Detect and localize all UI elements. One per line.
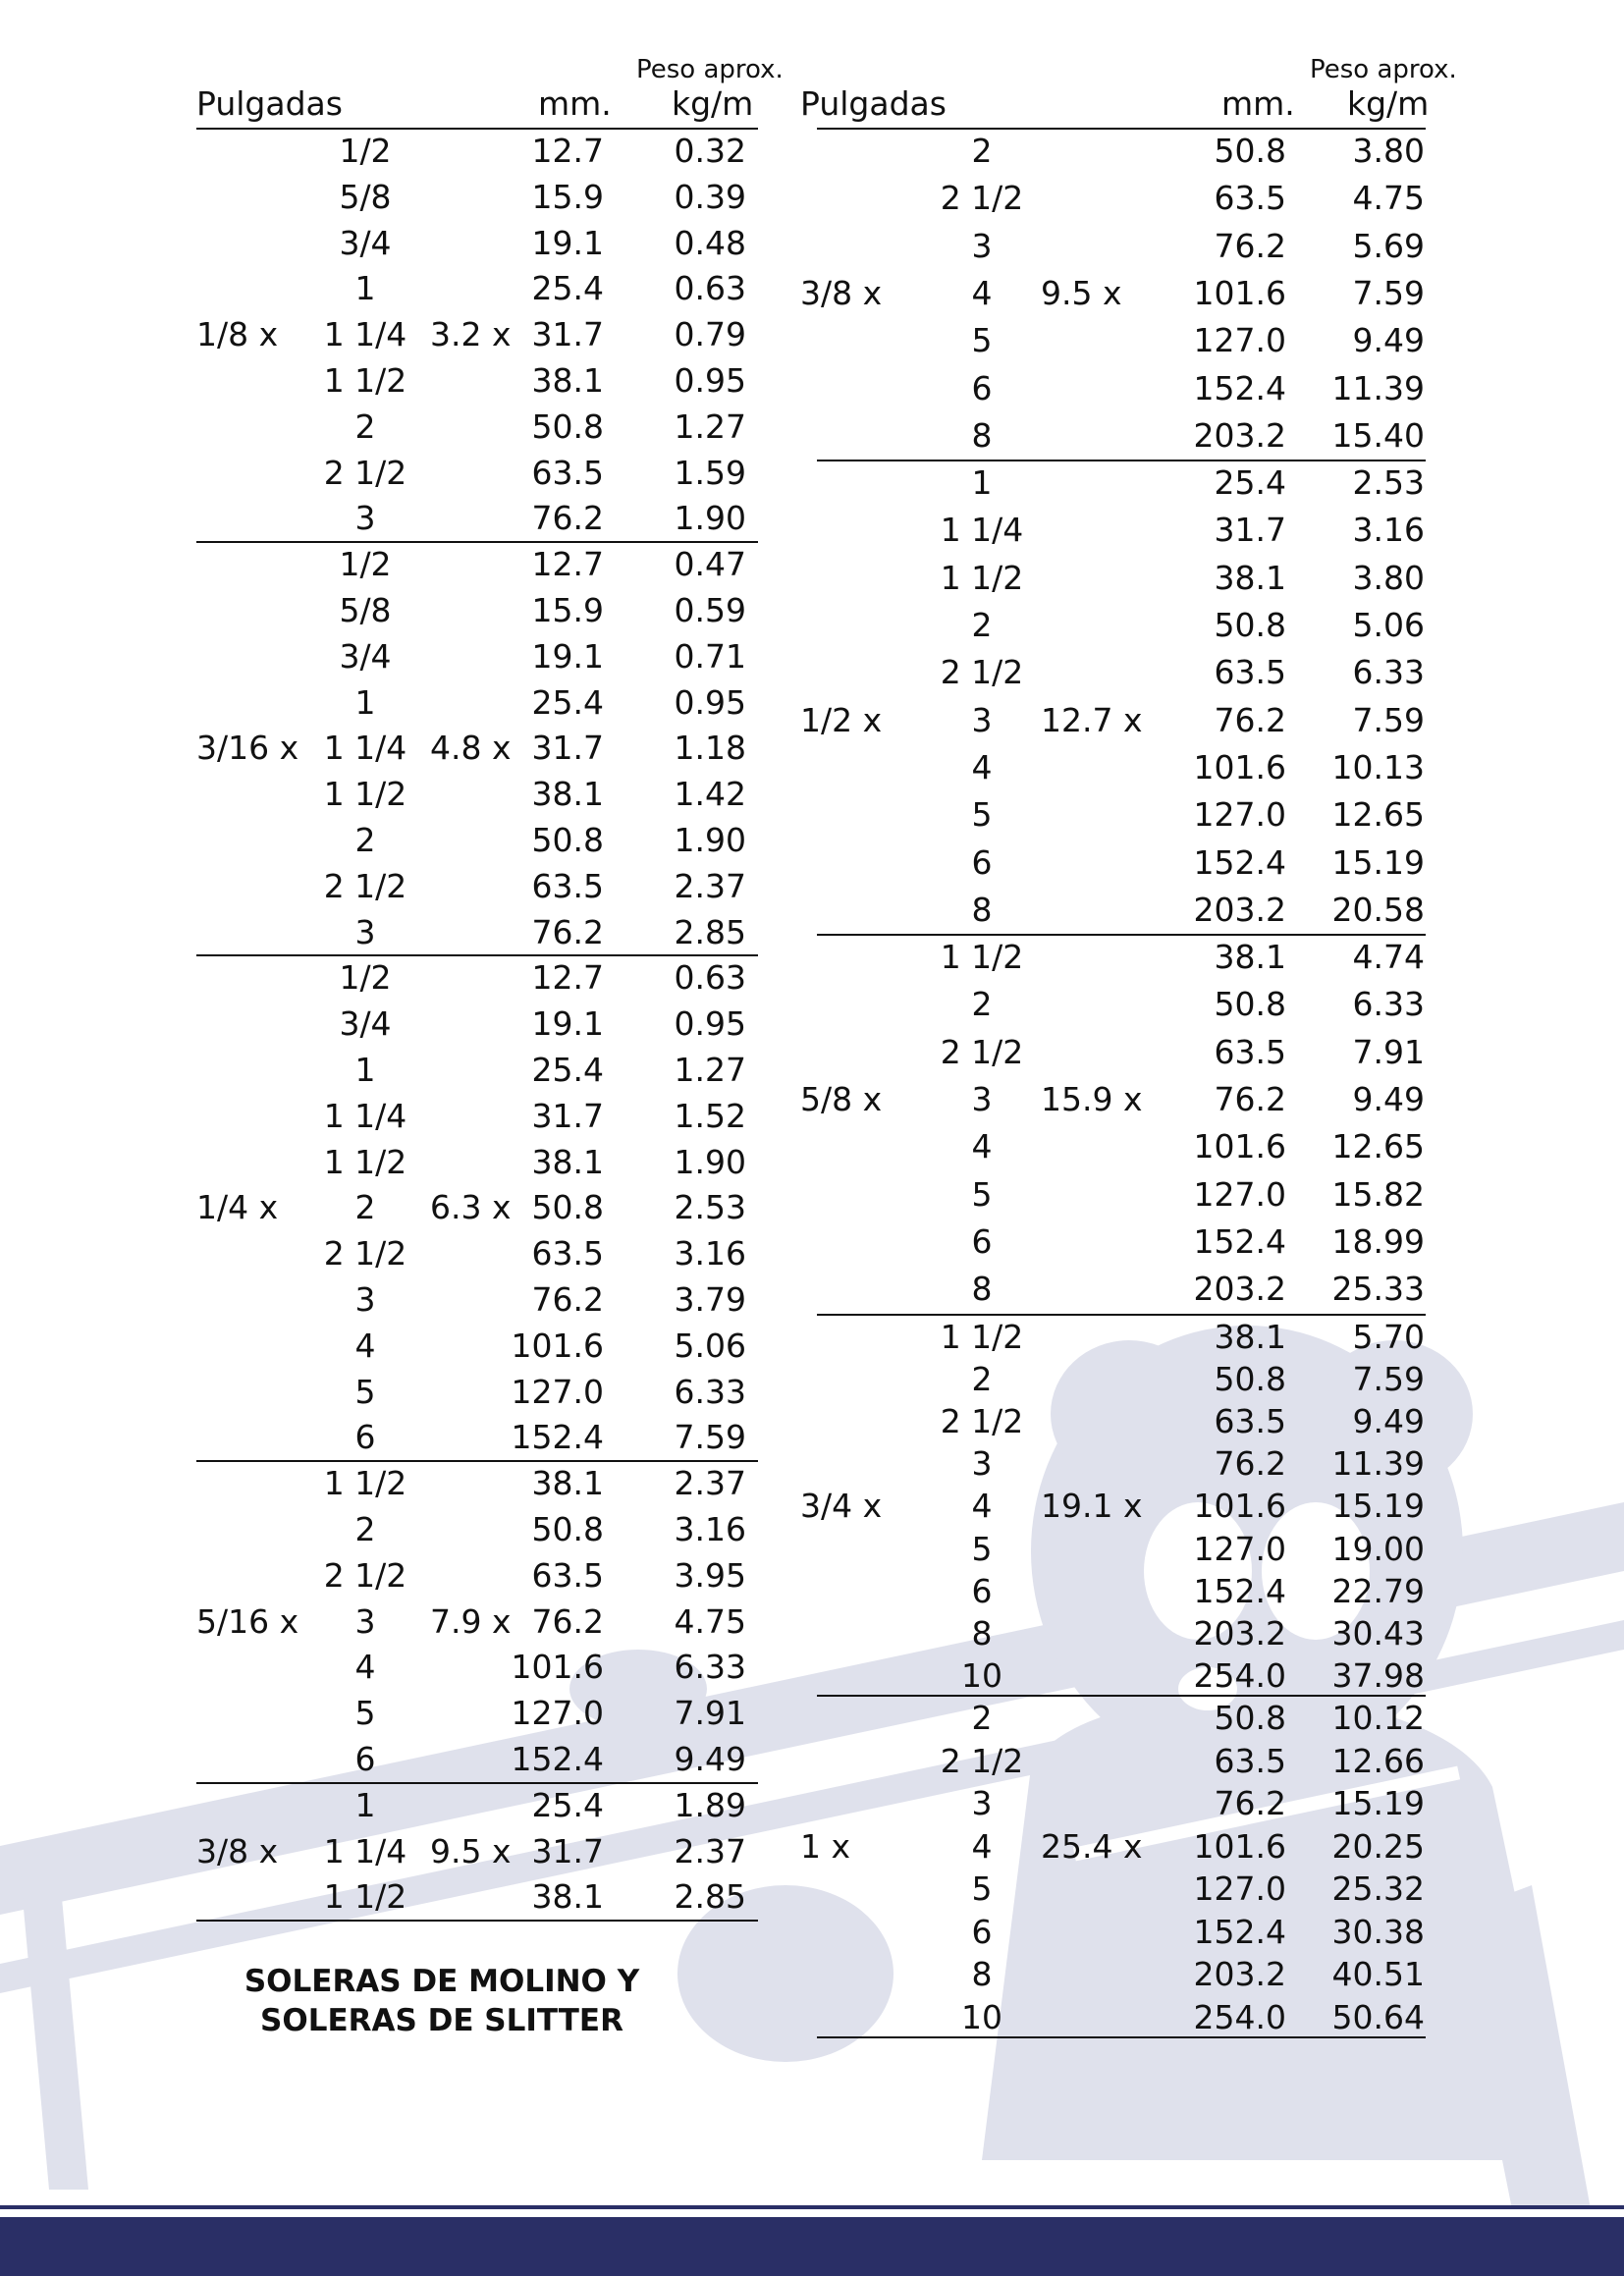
thickness-mm-label: 19.1 x: [1041, 1487, 1143, 1526]
width-mm-cell: 152.4: [1193, 368, 1286, 407]
weight-kgm-cell: 5.06: [674, 1326, 746, 1365]
weight-kgm-cell: 1.27: [674, 406, 746, 446]
width-mm-cell: 38.1: [1214, 938, 1286, 977]
width-mm-cell: 50.8: [1214, 1359, 1286, 1398]
weight-kgm-cell: 15.19: [1331, 1487, 1425, 1526]
width-mm-cell: 38.1: [1214, 1317, 1286, 1356]
width-mm-cell: 152.4: [511, 1740, 604, 1778]
width-in-cell: 3: [354, 912, 376, 951]
width-mm-cell: 76.2: [1214, 700, 1286, 739]
right-group-rule: [817, 1695, 1426, 1697]
width-mm-cell: 50.8: [1214, 985, 1286, 1024]
weight-kgm-cell: 15.40: [1331, 415, 1425, 455]
table-caption: [187, 1962, 697, 2040]
left-header-peso: Peso aprox.: [636, 55, 784, 84]
width-mm-cell: 203.2: [1193, 415, 1286, 455]
width-mm-cell: 203.2: [1193, 1955, 1286, 1994]
width-mm-cell: 31.7: [531, 729, 604, 768]
weight-kgm-cell: 7.59: [1352, 273, 1425, 312]
width-mm-cell: 12.7: [531, 545, 604, 584]
width-mm-cell: 19.1: [531, 223, 604, 262]
width-in-cell: 2: [971, 132, 993, 170]
weight-kgm-cell: 3.16: [1352, 511, 1425, 550]
width-in-cell: 4: [971, 1487, 993, 1526]
weight-kgm-cell: 7.91: [674, 1694, 746, 1733]
thickness-in-label: 5/16 x: [196, 1601, 299, 1641]
width-in-cell: 5: [971, 1870, 993, 1909]
width-mm-cell: 12.7: [531, 132, 604, 170]
width-mm-cell: 127.0: [1193, 1870, 1286, 1909]
weight-kgm-cell: 0.79: [674, 315, 746, 354]
width-in-cell: 3: [354, 1601, 376, 1641]
weight-kgm-cell: 22.79: [1331, 1571, 1425, 1610]
width-in-cell: 2 1/2: [940, 653, 1024, 692]
weight-kgm-cell: 2.53: [1352, 463, 1425, 503]
weight-kgm-cell: 6.33: [1352, 985, 1425, 1024]
width-in-cell: 1 1/4: [323, 315, 407, 354]
weight-kgm-cell: 7.59: [674, 1418, 746, 1457]
width-mm-cell: 254.0: [1193, 1997, 1286, 2036]
width-in-cell: 2 1/2: [940, 1032, 1024, 1071]
right-header-peso: Peso aprox.: [1310, 55, 1457, 84]
right-group-rule: [817, 934, 1426, 936]
weight-kgm-cell: 1.90: [674, 821, 746, 859]
width-in-cell: 2: [354, 1510, 376, 1548]
caption-line-2: SOLERAS DE SLITTER: [260, 2003, 623, 2038]
right-header-pulgadas: Pulgadas: [800, 84, 947, 123]
width-in-cell: 1: [354, 1051, 376, 1089]
width-in-cell: 5: [971, 321, 993, 360]
width-mm-cell: 203.2: [1193, 1270, 1286, 1309]
width-mm-cell: 101.6: [1193, 273, 1286, 312]
weight-kgm-cell: 0.63: [674, 958, 746, 998]
weight-kgm-cell: 2.37: [674, 866, 746, 905]
width-in-cell: 1/2: [339, 958, 392, 998]
width-mm-cell: 152.4: [1193, 1912, 1286, 1951]
width-mm-cell: 38.1: [531, 775, 604, 814]
weight-kgm-cell: 18.99: [1331, 1221, 1425, 1261]
width-in-cell: 4: [354, 1326, 376, 1365]
width-in-cell: 2 1/2: [323, 1555, 407, 1595]
width-mm-cell: 31.7: [531, 1096, 604, 1135]
right-header-rule: [817, 128, 1426, 130]
width-in-cell: 2: [971, 606, 993, 644]
thickness-in-label: 3/16 x: [196, 729, 299, 768]
width-mm-cell: 76.2: [531, 912, 604, 951]
weight-kgm-cell: 5.06: [1352, 606, 1425, 644]
width-mm-cell: 76.2: [531, 1280, 604, 1319]
width-in-cell: 5: [971, 1529, 993, 1568]
weight-kgm-cell: 1.42: [674, 775, 746, 814]
weight-kgm-cell: 0.95: [674, 682, 746, 722]
width-in-cell: 4: [971, 1127, 993, 1166]
weight-kgm-cell: 6.33: [1352, 653, 1425, 692]
thickness-mm-label: 9.5 x: [1041, 273, 1122, 312]
width-mm-cell: 76.2: [1214, 226, 1286, 265]
width-in-cell: 4: [354, 1648, 376, 1687]
thickness-in-label: 5/8 x: [800, 1080, 883, 1118]
width-in-cell: 1: [354, 1785, 376, 1824]
width-in-cell: 2 1/2: [323, 1234, 407, 1273]
right-header-kgm: kg/m: [1347, 84, 1430, 123]
weight-kgm-cell: 6.33: [674, 1648, 746, 1687]
width-mm-cell: 254.0: [1193, 1656, 1286, 1696]
weight-kgm-cell: 0.47: [674, 545, 746, 584]
width-in-cell: 10: [961, 1997, 1002, 2036]
weight-kgm-cell: 4.75: [674, 1601, 746, 1641]
width-in-cell: 3: [354, 1280, 376, 1319]
weight-kgm-cell: 6.33: [674, 1372, 746, 1411]
width-in-cell: 6: [971, 1912, 993, 1951]
weight-kgm-cell: 3.95: [674, 1555, 746, 1595]
width-mm-cell: 203.2: [1193, 890, 1286, 929]
width-mm-cell: 101.6: [511, 1648, 604, 1687]
width-mm-cell: 152.4: [1193, 1221, 1286, 1261]
width-mm-cell: 127.0: [1193, 1174, 1286, 1214]
width-mm-cell: 63.5: [531, 1555, 604, 1595]
thickness-in-label: 3/8 x: [800, 273, 883, 312]
weight-kgm-cell: 1.90: [674, 499, 746, 538]
thickness-mm-label: 6.3 x: [430, 1188, 512, 1227]
width-in-cell: 3: [354, 499, 376, 538]
thickness-in-label: 1/4 x: [196, 1188, 279, 1227]
width-in-cell: 8: [971, 415, 993, 455]
weight-kgm-cell: 9.49: [1352, 1401, 1425, 1440]
width-in-cell: 5: [354, 1372, 376, 1411]
weight-kgm-cell: 0.59: [674, 591, 746, 629]
weight-kgm-cell: 30.43: [1331, 1613, 1425, 1653]
width-mm-cell: 31.7: [531, 1831, 604, 1870]
width-mm-cell: 38.1: [531, 1877, 604, 1917]
width-in-cell: 1 1/4: [323, 1096, 407, 1135]
width-mm-cell: 63.5: [1214, 179, 1286, 218]
weight-kgm-cell: 3.16: [674, 1234, 746, 1273]
width-in-cell: 8: [971, 1613, 993, 1653]
width-in-cell: 1 1/2: [323, 1877, 407, 1917]
thickness-in-label: 1/8 x: [196, 315, 279, 354]
width-in-cell: 2: [971, 985, 993, 1024]
weight-kgm-cell: 5.69: [1352, 226, 1425, 265]
width-mm-cell: 25.4: [531, 682, 604, 722]
weight-kgm-cell: 2.37: [674, 1831, 746, 1870]
width-in-cell: 6: [354, 1740, 376, 1778]
weight-kgm-cell: 9.49: [1352, 1080, 1425, 1118]
weight-kgm-cell: 4.75: [1352, 179, 1425, 218]
weight-kgm-cell: 3.80: [1352, 132, 1425, 170]
width-mm-cell: 50.8: [531, 1510, 604, 1548]
width-in-cell: 2 1/2: [323, 866, 407, 905]
weight-kgm-cell: 0.48: [674, 223, 746, 262]
width-mm-cell: 12.7: [531, 958, 604, 998]
weight-kgm-cell: 12.65: [1331, 795, 1425, 835]
width-mm-cell: 25.4: [531, 1785, 604, 1824]
footer-band: [0, 2217, 1624, 2276]
width-mm-cell: 101.6: [1193, 1127, 1286, 1166]
width-mm-cell: 50.8: [1214, 606, 1286, 644]
thickness-in-label: 3/4 x: [800, 1487, 883, 1526]
weight-kgm-cell: 1.89: [674, 1785, 746, 1824]
width-in-cell: 5/8: [339, 591, 392, 629]
thickness-mm-label: 9.5 x: [430, 1831, 512, 1870]
weight-kgm-cell: 2.85: [674, 912, 746, 951]
width-mm-cell: 19.1: [531, 1004, 604, 1044]
width-mm-cell: 15.9: [531, 591, 604, 629]
weight-kgm-cell: 10.13: [1331, 747, 1425, 786]
weight-kgm-cell: 15.82: [1331, 1174, 1425, 1214]
width-mm-cell: 76.2: [531, 499, 604, 538]
weight-kgm-cell: 4.74: [1352, 938, 1425, 977]
width-in-cell: 6: [971, 1221, 993, 1261]
width-mm-cell: 31.7: [531, 315, 604, 354]
width-in-cell: 2: [354, 821, 376, 859]
footer-rule: [0, 2205, 1624, 2209]
width-in-cell: 4: [971, 747, 993, 786]
width-in-cell: 1/2: [339, 132, 392, 170]
weight-kgm-cell: 7.59: [1352, 1359, 1425, 1398]
width-mm-cell: 15.9: [531, 177, 604, 216]
weight-kgm-cell: 1.59: [674, 453, 746, 492]
weight-kgm-cell: 0.71: [674, 636, 746, 676]
width-mm-cell: 101.6: [1193, 1826, 1286, 1866]
weight-kgm-cell: 20.25: [1331, 1826, 1425, 1866]
weight-kgm-cell: 1.27: [674, 1051, 746, 1089]
thickness-mm-label: 4.8 x: [430, 729, 512, 768]
weight-kgm-cell: 2.85: [674, 1877, 746, 1917]
width-in-cell: 1: [971, 463, 993, 503]
width-mm-cell: 76.2: [531, 1601, 604, 1641]
width-mm-cell: 19.1: [531, 636, 604, 676]
weight-kgm-cell: 2.37: [674, 1464, 746, 1503]
weight-kgm-cell: 15.19: [1331, 1784, 1425, 1823]
weight-kgm-cell: 15.19: [1331, 842, 1425, 882]
width-in-cell: 8: [971, 890, 993, 929]
width-mm-cell: 63.5: [531, 1234, 604, 1273]
weight-kgm-cell: 40.51: [1331, 1955, 1425, 1994]
width-in-cell: 1 1/2: [323, 361, 407, 400]
width-in-cell: 2 1/2: [940, 179, 1024, 218]
width-mm-cell: 31.7: [1214, 511, 1286, 550]
width-in-cell: 3: [971, 226, 993, 265]
width-in-cell: 6: [971, 368, 993, 407]
width-mm-cell: 38.1: [1214, 558, 1286, 597]
weight-kgm-cell: 0.95: [674, 1004, 746, 1044]
width-in-cell: 1 1/4: [940, 511, 1024, 550]
weight-kgm-cell: 9.49: [674, 1740, 746, 1778]
width-in-cell: 4: [971, 273, 993, 312]
width-in-cell: 10: [961, 1656, 1002, 1696]
width-in-cell: 1 1/2: [323, 1142, 407, 1181]
width-in-cell: 1 1/2: [940, 1317, 1024, 1356]
width-in-cell: 5: [971, 795, 993, 835]
thickness-mm-label: 12.7 x: [1041, 700, 1143, 739]
width-mm-cell: 38.1: [531, 1142, 604, 1181]
weight-kgm-cell: 10.12: [1331, 1699, 1425, 1738]
width-in-cell: 1: [354, 269, 376, 308]
width-in-cell: 2 1/2: [323, 453, 407, 492]
weight-kgm-cell: 19.00: [1331, 1529, 1425, 1568]
width-mm-cell: 25.4: [1214, 463, 1286, 503]
thickness-in-label: 1 x: [800, 1826, 851, 1866]
width-in-cell: 1/2: [339, 545, 392, 584]
width-in-cell: 5: [971, 1174, 993, 1214]
width-mm-cell: 152.4: [511, 1418, 604, 1457]
width-in-cell: 3: [971, 1784, 993, 1823]
thickness-mm-label: 7.9 x: [430, 1601, 512, 1641]
width-in-cell: 2: [354, 406, 376, 446]
weight-kgm-cell: 3.16: [674, 1510, 746, 1548]
weight-kgm-cell: 0.63: [674, 269, 746, 308]
width-in-cell: 1 1/2: [323, 775, 407, 814]
width-in-cell: 5: [354, 1694, 376, 1733]
weight-kgm-cell: 1.90: [674, 1142, 746, 1181]
width-in-cell: 2 1/2: [940, 1401, 1024, 1440]
width-in-cell: 3: [971, 1080, 993, 1118]
weight-kgm-cell: 25.32: [1331, 1870, 1425, 1909]
width-mm-cell: 101.6: [1193, 747, 1286, 786]
weight-kgm-cell: 0.95: [674, 361, 746, 400]
weight-kgm-cell: 3.79: [674, 1280, 746, 1319]
width-mm-cell: 101.6: [1193, 1487, 1286, 1526]
width-in-cell: 1 1/2: [940, 938, 1024, 977]
width-mm-cell: 63.5: [1214, 1401, 1286, 1440]
width-in-cell: 1 1/2: [940, 558, 1024, 597]
width-in-cell: 1 1/4: [323, 1831, 407, 1870]
weight-kgm-cell: 2.53: [674, 1188, 746, 1227]
width-mm-cell: 127.0: [1193, 321, 1286, 360]
width-in-cell: 5/8: [339, 177, 392, 216]
width-mm-cell: 76.2: [1214, 1784, 1286, 1823]
right-group-rule: [817, 460, 1426, 461]
weight-kgm-cell: 12.65: [1331, 1127, 1425, 1166]
thickness-in-label: 3/8 x: [196, 1831, 279, 1870]
width-mm-cell: 203.2: [1193, 1613, 1286, 1653]
thickness-in-label: 1/2 x: [800, 700, 883, 739]
left-header-mm: mm.: [538, 84, 612, 123]
width-in-cell: 3/4: [339, 1004, 392, 1044]
width-mm-cell: 25.4: [531, 1051, 604, 1089]
weight-kgm-cell: 20.58: [1331, 890, 1425, 929]
thickness-mm-label: 25.4 x: [1041, 1826, 1143, 1866]
width-in-cell: 3: [971, 1444, 993, 1484]
width-mm-cell: 127.0: [1193, 1529, 1286, 1568]
width-mm-cell: 63.5: [1214, 1741, 1286, 1780]
width-mm-cell: 50.8: [531, 821, 604, 859]
width-in-cell: 2: [354, 1188, 376, 1227]
thickness-mm-label: 3.2 x: [430, 315, 512, 354]
right-group-rule: [817, 1314, 1426, 1316]
weight-kgm-cell: 7.91: [1352, 1032, 1425, 1071]
width-mm-cell: 25.4: [531, 269, 604, 308]
thickness-mm-label: 15.9 x: [1041, 1080, 1143, 1118]
width-in-cell: 6: [971, 1571, 993, 1610]
width-in-cell: 2: [971, 1359, 993, 1398]
width-mm-cell: 50.8: [1214, 1699, 1286, 1738]
width-in-cell: 6: [354, 1418, 376, 1457]
weight-kgm-cell: 30.38: [1331, 1912, 1425, 1951]
width-mm-cell: 50.8: [1214, 132, 1286, 170]
width-mm-cell: 76.2: [1214, 1444, 1286, 1484]
left-header-pulgadas: Pulgadas: [196, 84, 343, 123]
width-in-cell: 2: [971, 1699, 993, 1738]
width-mm-cell: 50.8: [531, 1188, 604, 1227]
width-in-cell: 4: [971, 1826, 993, 1866]
weight-kgm-cell: 25.33: [1331, 1270, 1425, 1309]
width-mm-cell: 63.5: [531, 866, 604, 905]
width-mm-cell: 127.0: [511, 1372, 604, 1411]
weight-kgm-cell: 11.39: [1331, 368, 1425, 407]
width-in-cell: 3: [971, 700, 993, 739]
weight-kgm-cell: 5.70: [1352, 1317, 1425, 1356]
width-mm-cell: 63.5: [531, 453, 604, 492]
weight-kgm-cell: 0.32: [674, 132, 746, 170]
left-header-kgm: kg/m: [672, 84, 754, 123]
weight-kgm-cell: 50.64: [1331, 1997, 1425, 2036]
weight-kgm-cell: 37.98: [1331, 1656, 1425, 1696]
weight-kgm-cell: 12.66: [1331, 1741, 1425, 1780]
width-in-cell: 6: [971, 842, 993, 882]
weight-kgm-cell: 11.39: [1331, 1444, 1425, 1484]
width-mm-cell: 63.5: [1214, 653, 1286, 692]
width-in-cell: 1: [354, 682, 376, 722]
width-mm-cell: 38.1: [531, 361, 604, 400]
weight-kgm-cell: 7.59: [1352, 700, 1425, 739]
width-in-cell: 1 1/2: [323, 1464, 407, 1503]
weight-kgm-cell: 1.52: [674, 1096, 746, 1135]
width-mm-cell: 76.2: [1214, 1080, 1286, 1118]
width-in-cell: 8: [971, 1955, 993, 1994]
right-header-mm: mm.: [1221, 84, 1295, 123]
width-in-cell: 1 1/4: [323, 729, 407, 768]
width-mm-cell: 38.1: [531, 1464, 604, 1503]
width-mm-cell: 50.8: [531, 406, 604, 446]
width-mm-cell: 101.6: [511, 1326, 604, 1365]
weight-kgm-cell: 9.49: [1352, 321, 1425, 360]
width-in-cell: 8: [971, 1270, 993, 1309]
caption-line-1: SOLERAS DE MOLINO Y: [244, 1964, 640, 1999]
width-in-cell: 3/4: [339, 636, 392, 676]
width-mm-cell: 152.4: [1193, 1571, 1286, 1610]
width-in-cell: 2 1/2: [940, 1741, 1024, 1780]
width-in-cell: 3/4: [339, 223, 392, 262]
width-mm-cell: 152.4: [1193, 842, 1286, 882]
weight-kgm-cell: 0.39: [674, 177, 746, 216]
width-mm-cell: 63.5: [1214, 1032, 1286, 1071]
width-mm-cell: 127.0: [511, 1694, 604, 1733]
weight-kgm-cell: 1.18: [674, 729, 746, 768]
width-mm-cell: 127.0: [1193, 795, 1286, 835]
weight-kgm-cell: 3.80: [1352, 558, 1425, 597]
right-group-rule: [817, 2036, 1426, 2038]
